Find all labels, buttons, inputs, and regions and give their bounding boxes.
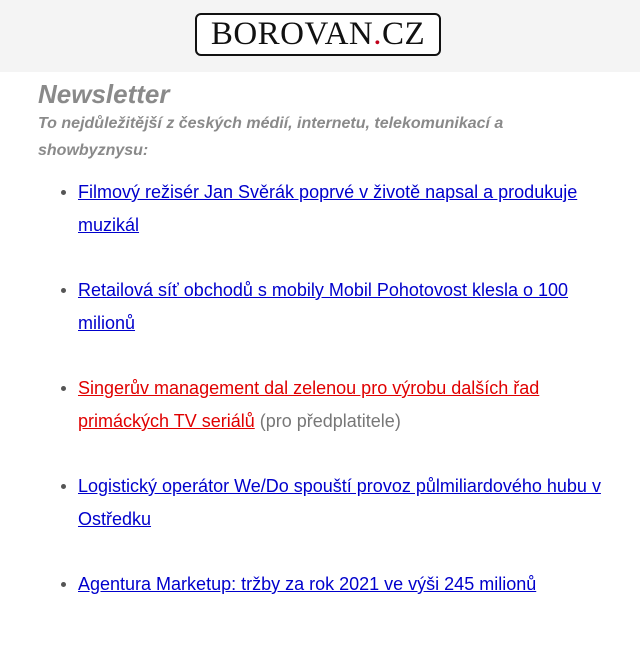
list-item bbox=[38, 274, 618, 340]
premium-article-link[interactable]: Singerův management dal zelenou pro výrobu dalších řad primáckých TV seriálů bbox=[78, 378, 540, 431]
newsletter-content bbox=[38, 78, 618, 594]
logo-main-text: BOROVAN bbox=[210, 16, 374, 52]
bullet-icon bbox=[61, 190, 66, 195]
article-link[interactable]: Agentura Marketup: tržby za rok 2021 ve výši 245 milionů bbox=[78, 574, 537, 594]
bullet-icon bbox=[61, 582, 66, 587]
article-list bbox=[38, 176, 618, 666]
bullet-icon bbox=[61, 484, 66, 489]
site-logo[interactable] bbox=[195, 13, 441, 56]
newsletter-title: Newsletter bbox=[38, 79, 170, 109]
list-item bbox=[38, 568, 618, 634]
article-link[interactable]: Filmový režisér Jan Svěrák poprvé v životě napsal a produkuje muzikál bbox=[78, 182, 578, 235]
newsletter-subtitle: To nejdůležitější z českých médií, internetu, telekomunikací a showbyznysu: bbox=[38, 115, 504, 159]
logo-tld-text: CZ bbox=[382, 16, 426, 52]
site-header bbox=[0, 0, 640, 72]
list-item bbox=[38, 470, 618, 536]
article-link[interactable]: Logistický operátor We/Do spouští provoz půlmiliardového hubu v Ostředku bbox=[78, 476, 601, 529]
logo-dot: . bbox=[373, 16, 382, 52]
list-item bbox=[38, 372, 618, 438]
bullet-icon bbox=[61, 288, 66, 293]
list-item bbox=[38, 176, 618, 242]
bullet-icon bbox=[61, 386, 66, 391]
article-link[interactable]: Retailová síť obchodů s mobily Mobil Pohotovost klesla o 100 milionů bbox=[78, 280, 569, 333]
subscribers-only-note: (pro předplatitele) bbox=[254, 411, 401, 431]
